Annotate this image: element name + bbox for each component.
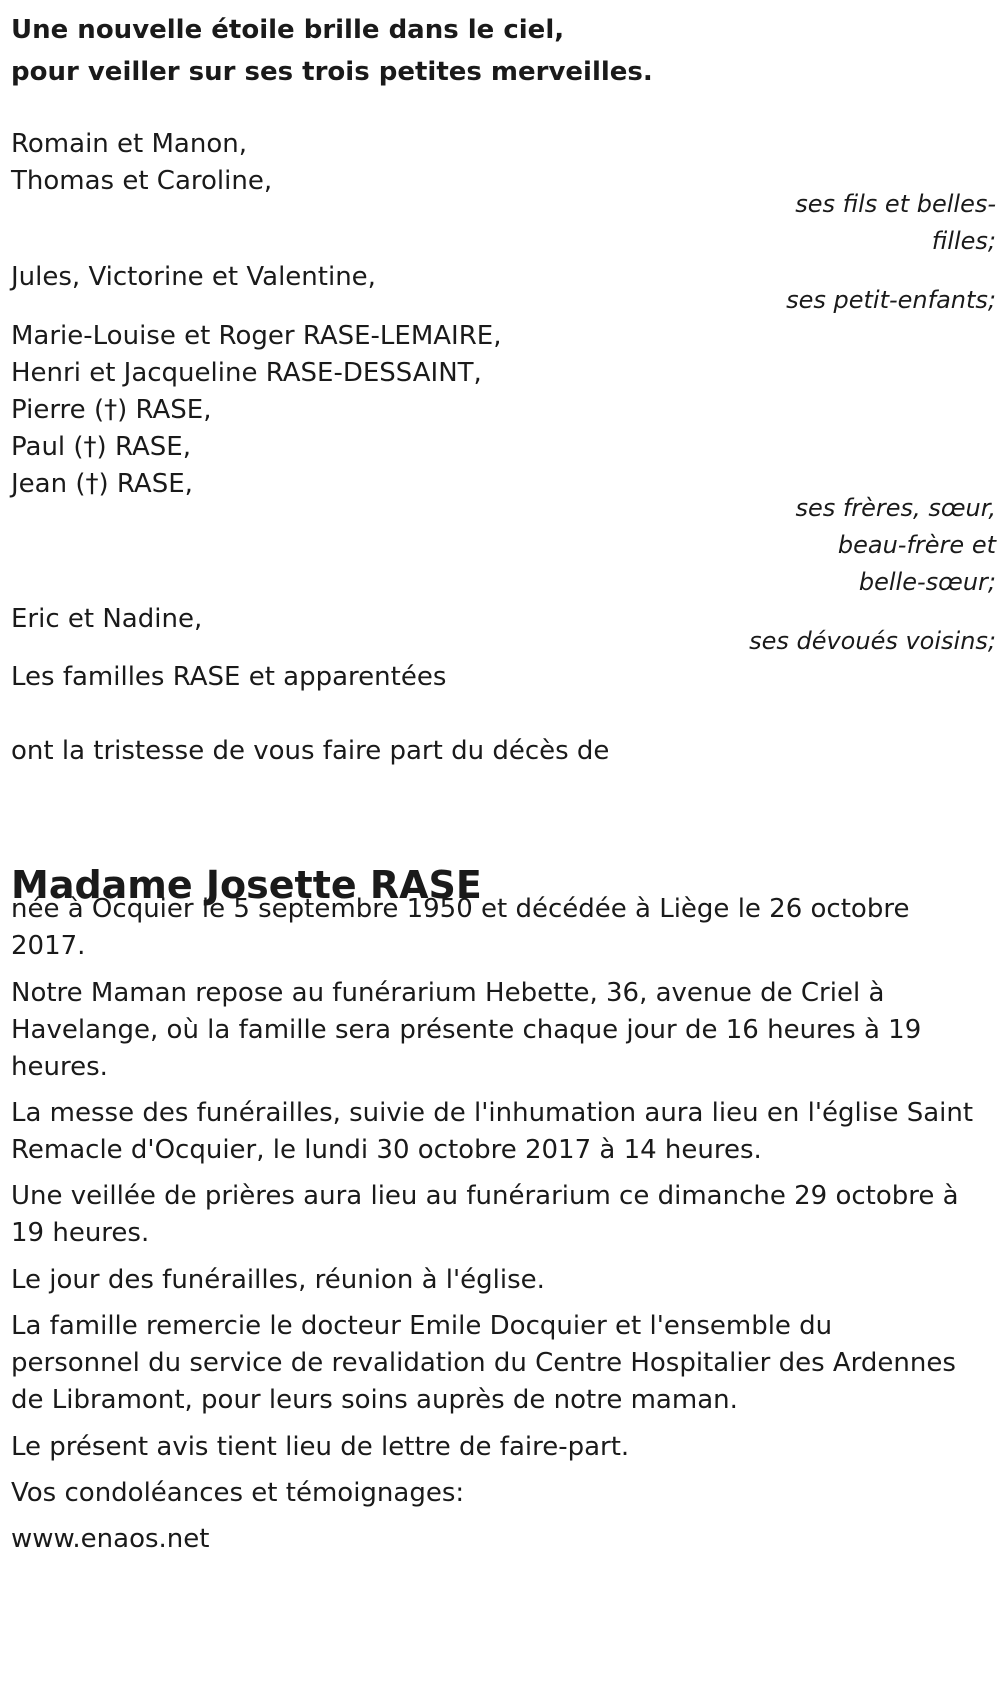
funerarium-line-1: Notre Maman repose au funérarium Hebette, 36, avenue de Criel à [11, 978, 885, 1008]
children-role-2: filles; [931, 227, 996, 255]
condolences-label: Vos condoléances et témoignages: [11, 1478, 465, 1508]
deceased-name: Madame Josette RASE [11, 863, 482, 907]
children-line-2: Thomas et Caroline, [11, 166, 273, 196]
birth-death-line-2: 2017. [11, 931, 86, 961]
grandchildren-line: Jules, Victorine et Valentine, [11, 262, 376, 292]
notice-line: Le présent avis tient lieu de lettre de faire-part. [11, 1432, 630, 1462]
neighbours-role: ses dévoués voisins; [749, 627, 996, 655]
sibling-line-5: Jean (†) RASE, [11, 469, 193, 499]
birth-death-line-1: née à Ocquier le 5 septembre 1950 et décédée à Liège le 26 octobre [11, 894, 910, 924]
sibling-line-3: Pierre (†) RASE, [11, 395, 212, 425]
website-link[interactable]: www.enaos.net [11, 1524, 210, 1554]
grandchildren-role: ses petit-enfants; [786, 286, 996, 314]
sibling-line-2: Henri et Jacqueline RASE-DESSAINT, [11, 358, 482, 388]
sibling-line-1: Marie-Louise et Roger RASE-LEMAIRE, [11, 321, 502, 351]
vigil-line-1: Une veillée de prières aura lieu au funérarium ce dimanche 29 octobre à [11, 1181, 959, 1211]
siblings-role-1: ses frères, sœur, [795, 494, 996, 522]
header-line-2: pour veiller sur ses trois petites merveilles. [11, 57, 653, 87]
neighbours-line: Eric et Nadine, [11, 604, 203, 634]
header-line-1: Une nouvelle étoile brille dans le ciel, [11, 15, 565, 45]
funerarium-line-3: heures. [11, 1052, 108, 1082]
families-line: Les familles RASE et apparentées [11, 662, 447, 692]
meeting-line: Le jour des funérailles, réunion à l'église. [11, 1265, 545, 1295]
mass-line-2: Remacle d'Ocquier, le lundi 30 octobre 2017 à 14 heures. [11, 1135, 762, 1165]
thanks-line-1: La famille remercie le docteur Emile Docquier et l'ensemble du [11, 1311, 833, 1341]
mass-line-1: La messe des funérailles, suivie de l'inhumation aura lieu en l'église Saint [11, 1098, 974, 1128]
siblings-role-3: belle-sœur; [858, 568, 996, 596]
funerarium-line-2: Havelange, où la famille sera présente chaque jour de 16 heures à 19 [11, 1015, 922, 1045]
sibling-line-4: Paul (†) RASE, [11, 432, 191, 462]
thanks-line-2: personnel du service de revalidation du Centre Hospitalier des Ardennes [11, 1348, 956, 1378]
children-role-1: ses fils et belles- [795, 190, 996, 218]
announcement-line: ont la tristesse de vous faire part du décès de [11, 736, 610, 766]
siblings-role-2: beau-frère et [837, 531, 996, 559]
children-line-1: Romain et Manon, [11, 129, 247, 159]
thanks-line-3: de Libramont, pour leurs soins auprès de notre maman. [11, 1385, 738, 1415]
vigil-line-2: 19 heures. [11, 1218, 150, 1248]
